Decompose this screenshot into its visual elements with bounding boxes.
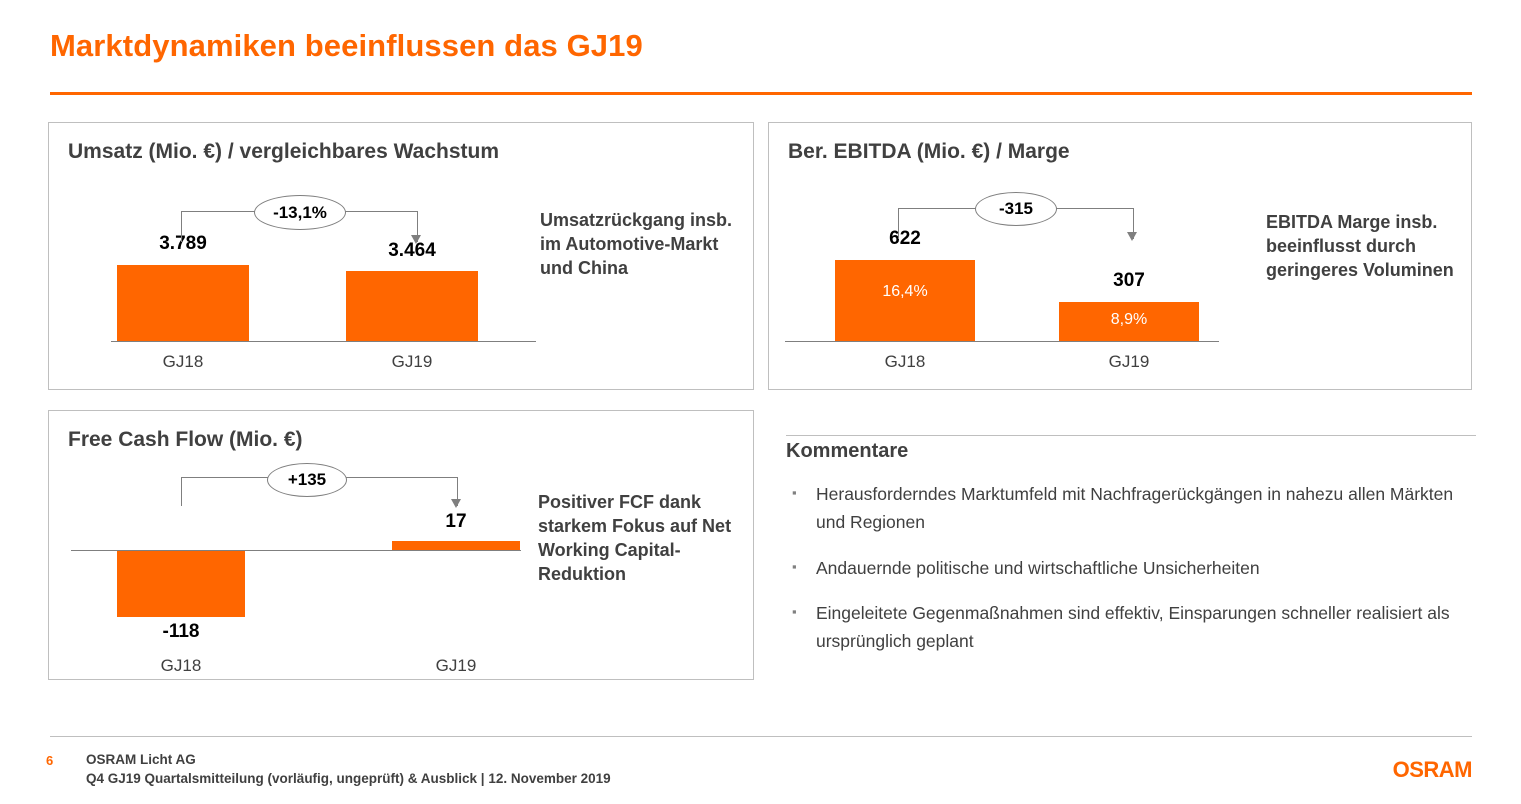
callout-ebitda: -315 bbox=[975, 192, 1057, 226]
panel-revenue bbox=[48, 122, 754, 390]
comments-title: Kommentare bbox=[786, 440, 909, 462]
panel-revenue-title: Umsatz (Mio. €) / vergleichbares Wachstum bbox=[68, 140, 500, 163]
category-label-ebitda-gj18: GJ18 bbox=[884, 352, 926, 371]
bullet-icon: ▪ bbox=[792, 485, 797, 500]
bar-label-revenue-gj19: 3.464 bbox=[388, 240, 436, 261]
note-fcf: Positiver FCF dank starkem Fokus auf Net Working Capital-Reduktion bbox=[538, 492, 732, 584]
panel-ebitda bbox=[768, 122, 1472, 390]
axis-line-revenue bbox=[111, 341, 536, 342]
bar-label-revenue-gj18: 3.789 bbox=[159, 233, 207, 254]
note-revenue: Umsatzrückgang insb. im Automotive-Markt und China bbox=[540, 210, 733, 278]
comments-section bbox=[786, 440, 1476, 656]
category-label-revenue-gj18: GJ18 bbox=[162, 352, 204, 371]
list-item bbox=[786, 554, 1476, 582]
bar-fcf-gj19 bbox=[392, 541, 520, 550]
osram-logo: OSRAM bbox=[1392, 757, 1472, 782]
bar-label-fcf-gj19: 17 bbox=[445, 511, 467, 532]
bar-revenue-gj19 bbox=[346, 271, 478, 341]
callout-fcf: +135 bbox=[267, 463, 347, 497]
bar-label-ebitda-gj19: 307 bbox=[1113, 270, 1145, 291]
page-title: Marktdynamiken beeinflussen das GJ19 bbox=[50, 28, 643, 63]
bar-revenue-gj18 bbox=[117, 265, 249, 341]
panel-fcf-title: Free Cash Flow (Mio. €) bbox=[68, 428, 303, 451]
arrow-head-revenue bbox=[411, 235, 421, 244]
arrow-head-ebitda bbox=[1127, 232, 1137, 241]
panel-fcf bbox=[48, 410, 754, 680]
bullet-icon: ▪ bbox=[792, 558, 797, 574]
bar-margin-label-ebitda-gj19: 8,9% bbox=[1110, 311, 1148, 328]
footer-divider bbox=[50, 736, 1472, 737]
category-label-ebitda-gj19: GJ19 bbox=[1108, 352, 1150, 371]
axis-line-ebitda bbox=[785, 341, 1219, 342]
bullet-icon: ▪ bbox=[792, 604, 797, 620]
bar-margin-label-ebitda-gj18: 16,4% bbox=[882, 283, 928, 300]
panel-ebitda-title: Ber. EBITDA (Mio. €) / Marge bbox=[788, 140, 1070, 163]
list-item bbox=[786, 599, 1476, 656]
footer-company: OSRAM Licht AG bbox=[86, 752, 196, 767]
list-item bbox=[786, 480, 1476, 537]
bar-fcf-gj18 bbox=[117, 551, 245, 617]
note-ebitda: EBITDA Marge insb. beeinflusst durch geringeres Voluminen bbox=[1266, 212, 1454, 280]
bar-label-fcf-gj18: -118 bbox=[162, 621, 200, 642]
arrow-head-fcf bbox=[451, 499, 461, 508]
list-item-text: Andauernde politische und wirtschaftliche Unsicherheiten bbox=[816, 557, 1260, 578]
callout-revenue: -13,1% bbox=[254, 195, 346, 230]
category-label-fcf-gj18: GJ18 bbox=[160, 656, 202, 675]
page-number: 6 bbox=[46, 753, 54, 768]
bar-label-ebitda-gj18: 622 bbox=[889, 228, 921, 249]
list-item-text: Herausforderndes Marktumfeld mit Nachfragerückgängen in nahezu allen Märkten und Regionen bbox=[816, 484, 1454, 533]
comments-divider bbox=[786, 435, 1476, 436]
title-divider bbox=[50, 92, 1472, 95]
category-label-fcf-gj19: GJ19 bbox=[435, 656, 477, 675]
list-item-text: Eingeleitete Gegenmaßnahmen sind effektiv, Einsparungen schneller realisiert als ursprünglich geplant bbox=[816, 603, 1450, 652]
footer-subtitle: Q4 GJ19 Quartalsmitteilung (vorläufig, ungeprüft) & Ausblick | 12. November 2019 bbox=[86, 771, 611, 786]
category-label-revenue-gj19: GJ19 bbox=[391, 352, 433, 371]
